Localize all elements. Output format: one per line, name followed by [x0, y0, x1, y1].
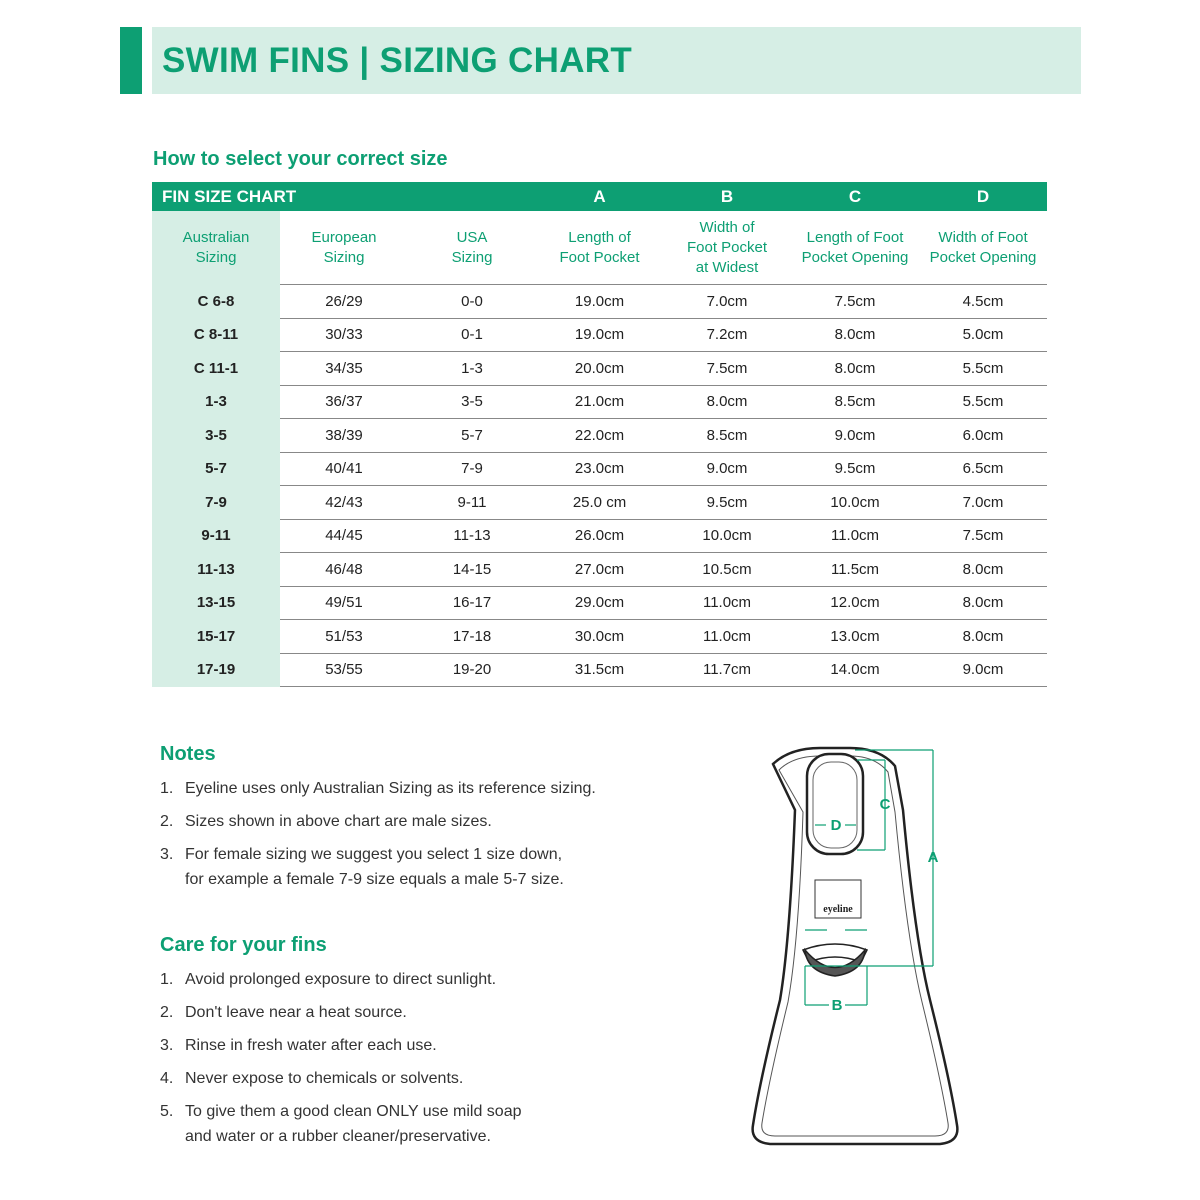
table-cell: 38/39 [280, 419, 408, 453]
australian-size-cell: 3-5 [152, 419, 280, 453]
table-cell: 19.0cm [536, 285, 663, 319]
table-cell: 3-5 [408, 385, 536, 419]
column-header [663, 211, 791, 285]
table-row [152, 352, 1047, 386]
fin-diagram [745, 740, 965, 1150]
table-cell: 8.0cm [791, 352, 919, 386]
column-header-line: Width of [699, 218, 755, 236]
column-header-line: at Widest [695, 258, 759, 276]
column-header [791, 211, 919, 285]
table-cell: 10.5cm [663, 553, 791, 587]
table-cell: 8.0cm [791, 318, 919, 352]
table-cell: 5.5cm [919, 385, 1047, 419]
table-cell: 29.0cm [536, 586, 663, 620]
table-cell: 9.0cm [791, 419, 919, 453]
care-list-item [160, 1099, 522, 1149]
table-cell: 0-1 [408, 318, 536, 352]
table-cell: 25.0 cm [536, 486, 663, 520]
table-cell: 9.0cm [919, 653, 1047, 687]
table-cell: 8.0cm [919, 586, 1047, 620]
table-cell: 11.7cm [663, 653, 791, 687]
table-cell: 9.0cm [663, 452, 791, 486]
list-number: 5. [160, 1103, 174, 1120]
table-cell: 11.0cm [663, 620, 791, 654]
table-cell: 23.0cm [536, 452, 663, 486]
list-item-text: Rinse in fresh water after each use. [185, 1037, 437, 1054]
table-cell: 7-9 [408, 452, 536, 486]
header-accent-bar [120, 27, 142, 94]
dimension-a-label: A [927, 849, 939, 866]
table-cell: 42/43 [280, 486, 408, 520]
list-number: 2. [160, 1004, 174, 1021]
size-selection-heading: How to select your correct size [153, 148, 448, 170]
table-row [152, 519, 1047, 553]
column-header-line: Foot Pocket [686, 238, 768, 256]
table-row [152, 385, 1047, 419]
table-row [152, 486, 1047, 520]
table-cell: 53/55 [280, 653, 408, 687]
notes-heading: Notes [160, 743, 216, 765]
australian-size-cell: 13-15 [152, 586, 280, 620]
list-item-text: Don't leave near a heat source. [185, 1004, 407, 1021]
table-cell: 44/45 [280, 519, 408, 553]
table-cell: 8.5cm [663, 419, 791, 453]
column-header [408, 211, 536, 285]
australian-size-cell: 9-11 [152, 519, 280, 553]
table-cell: 1-3 [408, 352, 536, 386]
table-row [152, 620, 1047, 654]
column-letter-d: D [919, 182, 1047, 211]
list-number: 2. [160, 813, 174, 830]
table-cell: 16-17 [408, 586, 536, 620]
table-body [152, 285, 1047, 687]
list-item-text: for example a female 7-9 size equals a male 5-7 size. [185, 871, 564, 888]
table-cell: 27.0cm [536, 553, 663, 587]
table-cell: 8.0cm [663, 385, 791, 419]
table-cell: 9.5cm [791, 452, 919, 486]
fin-size-table [152, 182, 1047, 687]
australian-size-cell: C 6-8 [152, 285, 280, 319]
table-cell: 10.0cm [791, 486, 919, 520]
column-letter-c: C [791, 182, 919, 211]
column-header [280, 211, 408, 285]
column-header-line: Pocket Opening [929, 248, 1037, 266]
table-cell: 11-13 [408, 519, 536, 553]
dimension-d-label: D [830, 817, 842, 834]
notes-list [160, 776, 596, 900]
list-item-text: Eyeline uses only Australian Sizing as its reference sizing. [185, 780, 596, 797]
table-cell: 36/37 [280, 385, 408, 419]
table-cell: 7.5cm [663, 352, 791, 386]
table-cell: 5.0cm [919, 318, 1047, 352]
column-letter-b: B [663, 182, 791, 211]
table-cell: 31.5cm [536, 653, 663, 687]
table-cell: 5.5cm [919, 352, 1047, 386]
table-cell: 51/53 [280, 620, 408, 654]
column-header-line: Length of Foot [806, 228, 904, 246]
column-header-line: USA [456, 228, 488, 246]
table-cell: 30.0cm [536, 620, 663, 654]
table-cell: 17-18 [408, 620, 536, 654]
table-row [152, 586, 1047, 620]
table-row [152, 452, 1047, 486]
table-row [152, 419, 1047, 453]
table-row [152, 553, 1047, 587]
australian-size-cell: C 11-1 [152, 352, 280, 386]
column-header-line: Australian [182, 228, 250, 246]
column-header-line: Width of Foot [938, 228, 1028, 246]
care-list-item [160, 967, 522, 992]
table-cell: 19-20 [408, 653, 536, 687]
column-header-row [152, 211, 1047, 285]
table-cell: 13.0cm [791, 620, 919, 654]
table-cell: 40/41 [280, 452, 408, 486]
list-item-text: For female sizing we suggest you select 1 size down, [185, 846, 563, 863]
care-list-item [160, 1033, 522, 1058]
table-row [152, 285, 1047, 319]
column-header [536, 211, 663, 285]
table-cell: 11.0cm [791, 519, 919, 553]
table-cell: 7.2cm [663, 318, 791, 352]
table-cell: 8.0cm [919, 553, 1047, 587]
table-cell: 26.0cm [536, 519, 663, 553]
table-cell: 14-15 [408, 553, 536, 587]
table-cell: 7.0cm [663, 285, 791, 319]
table-cell: 11.5cm [791, 553, 919, 587]
table-cell: 0-0 [408, 285, 536, 319]
column-header-line: European [311, 228, 377, 246]
australian-size-cell: 1-3 [152, 385, 280, 419]
table-cell: 11.0cm [663, 586, 791, 620]
list-item-text: Never expose to chemicals or solvents. [185, 1070, 464, 1087]
table-cell: 10.0cm [663, 519, 791, 553]
column-header [152, 211, 280, 285]
table-cell: 12.0cm [791, 586, 919, 620]
column-header-line: Length of [568, 228, 631, 246]
table-cell: 6.0cm [919, 419, 1047, 453]
table-cell: 30/33 [280, 318, 408, 352]
table-cell: 20.0cm [536, 352, 663, 386]
table-cell: 34/35 [280, 352, 408, 386]
table-cell: 49/51 [280, 586, 408, 620]
column-header-line: Sizing [195, 248, 237, 266]
dimension-b-label: B [831, 997, 843, 1014]
table-cell: 9.5cm [663, 486, 791, 520]
care-heading: Care for your fins [160, 934, 327, 956]
list-number: 1. [160, 780, 174, 797]
table-cell: 26/29 [280, 285, 408, 319]
page-title: SWIM FINS | SIZING CHART [162, 41, 633, 80]
table-cell: 21.0cm [536, 385, 663, 419]
table-cell: 4.5cm [919, 285, 1047, 319]
column-header-line: Foot Pocket [559, 248, 640, 266]
fin-size-table-container [152, 182, 1047, 687]
column-letter-a: A [536, 182, 663, 211]
notes-list-item [160, 809, 596, 834]
care-list-item [160, 1000, 522, 1025]
australian-size-cell: 11-13 [152, 553, 280, 587]
table-cell: 5-7 [408, 419, 536, 453]
table-cell: 7.5cm [791, 285, 919, 319]
table-cell: 6.5cm [919, 452, 1047, 486]
table-cell: 22.0cm [536, 419, 663, 453]
table-row [152, 318, 1047, 352]
list-number: 1. [160, 971, 174, 988]
australian-size-cell: 7-9 [152, 486, 280, 520]
page-header [120, 27, 1081, 94]
list-item-text: Sizes shown in above chart are male sizes. [185, 813, 492, 830]
australian-size-cell: 5-7 [152, 452, 280, 486]
column-header [919, 211, 1047, 285]
australian-size-cell: 15-17 [152, 620, 280, 654]
table-row [152, 653, 1047, 687]
column-header-line: Sizing [323, 248, 365, 266]
column-header-line: Pocket Opening [801, 248, 909, 266]
table-cell: 7.0cm [919, 486, 1047, 520]
care-list [160, 967, 522, 1157]
notes-list-item [160, 776, 596, 801]
table-cell: 8.0cm [919, 620, 1047, 654]
list-item-text: To give them a good clean ONLY use mild soap [185, 1103, 522, 1120]
care-list-item [160, 1066, 522, 1091]
table-cell: 9-11 [408, 486, 536, 520]
table-title: FIN SIZE CHART [152, 182, 536, 211]
list-number: 3. [160, 1037, 174, 1054]
table-cell: 8.5cm [791, 385, 919, 419]
australian-size-cell: 17-19 [152, 653, 280, 687]
table-title-row [152, 182, 1047, 211]
list-item-text: and water or a rubber cleaner/preservative. [185, 1128, 491, 1145]
australian-size-cell: C 8-11 [152, 318, 280, 352]
table-cell: 19.0cm [536, 318, 663, 352]
table-cell: 46/48 [280, 553, 408, 587]
list-item-text: Avoid prolonged exposure to direct sunlight. [185, 971, 497, 988]
dimension-c-label: C [879, 796, 891, 813]
column-header-line: Sizing [451, 248, 493, 266]
table-cell: 7.5cm [919, 519, 1047, 553]
table-cell: 14.0cm [791, 653, 919, 687]
list-number: 3. [160, 846, 174, 863]
list-number: 4. [160, 1070, 174, 1087]
eyeline-logo-text: eyeline [823, 904, 853, 915]
notes-list-item [160, 842, 596, 892]
